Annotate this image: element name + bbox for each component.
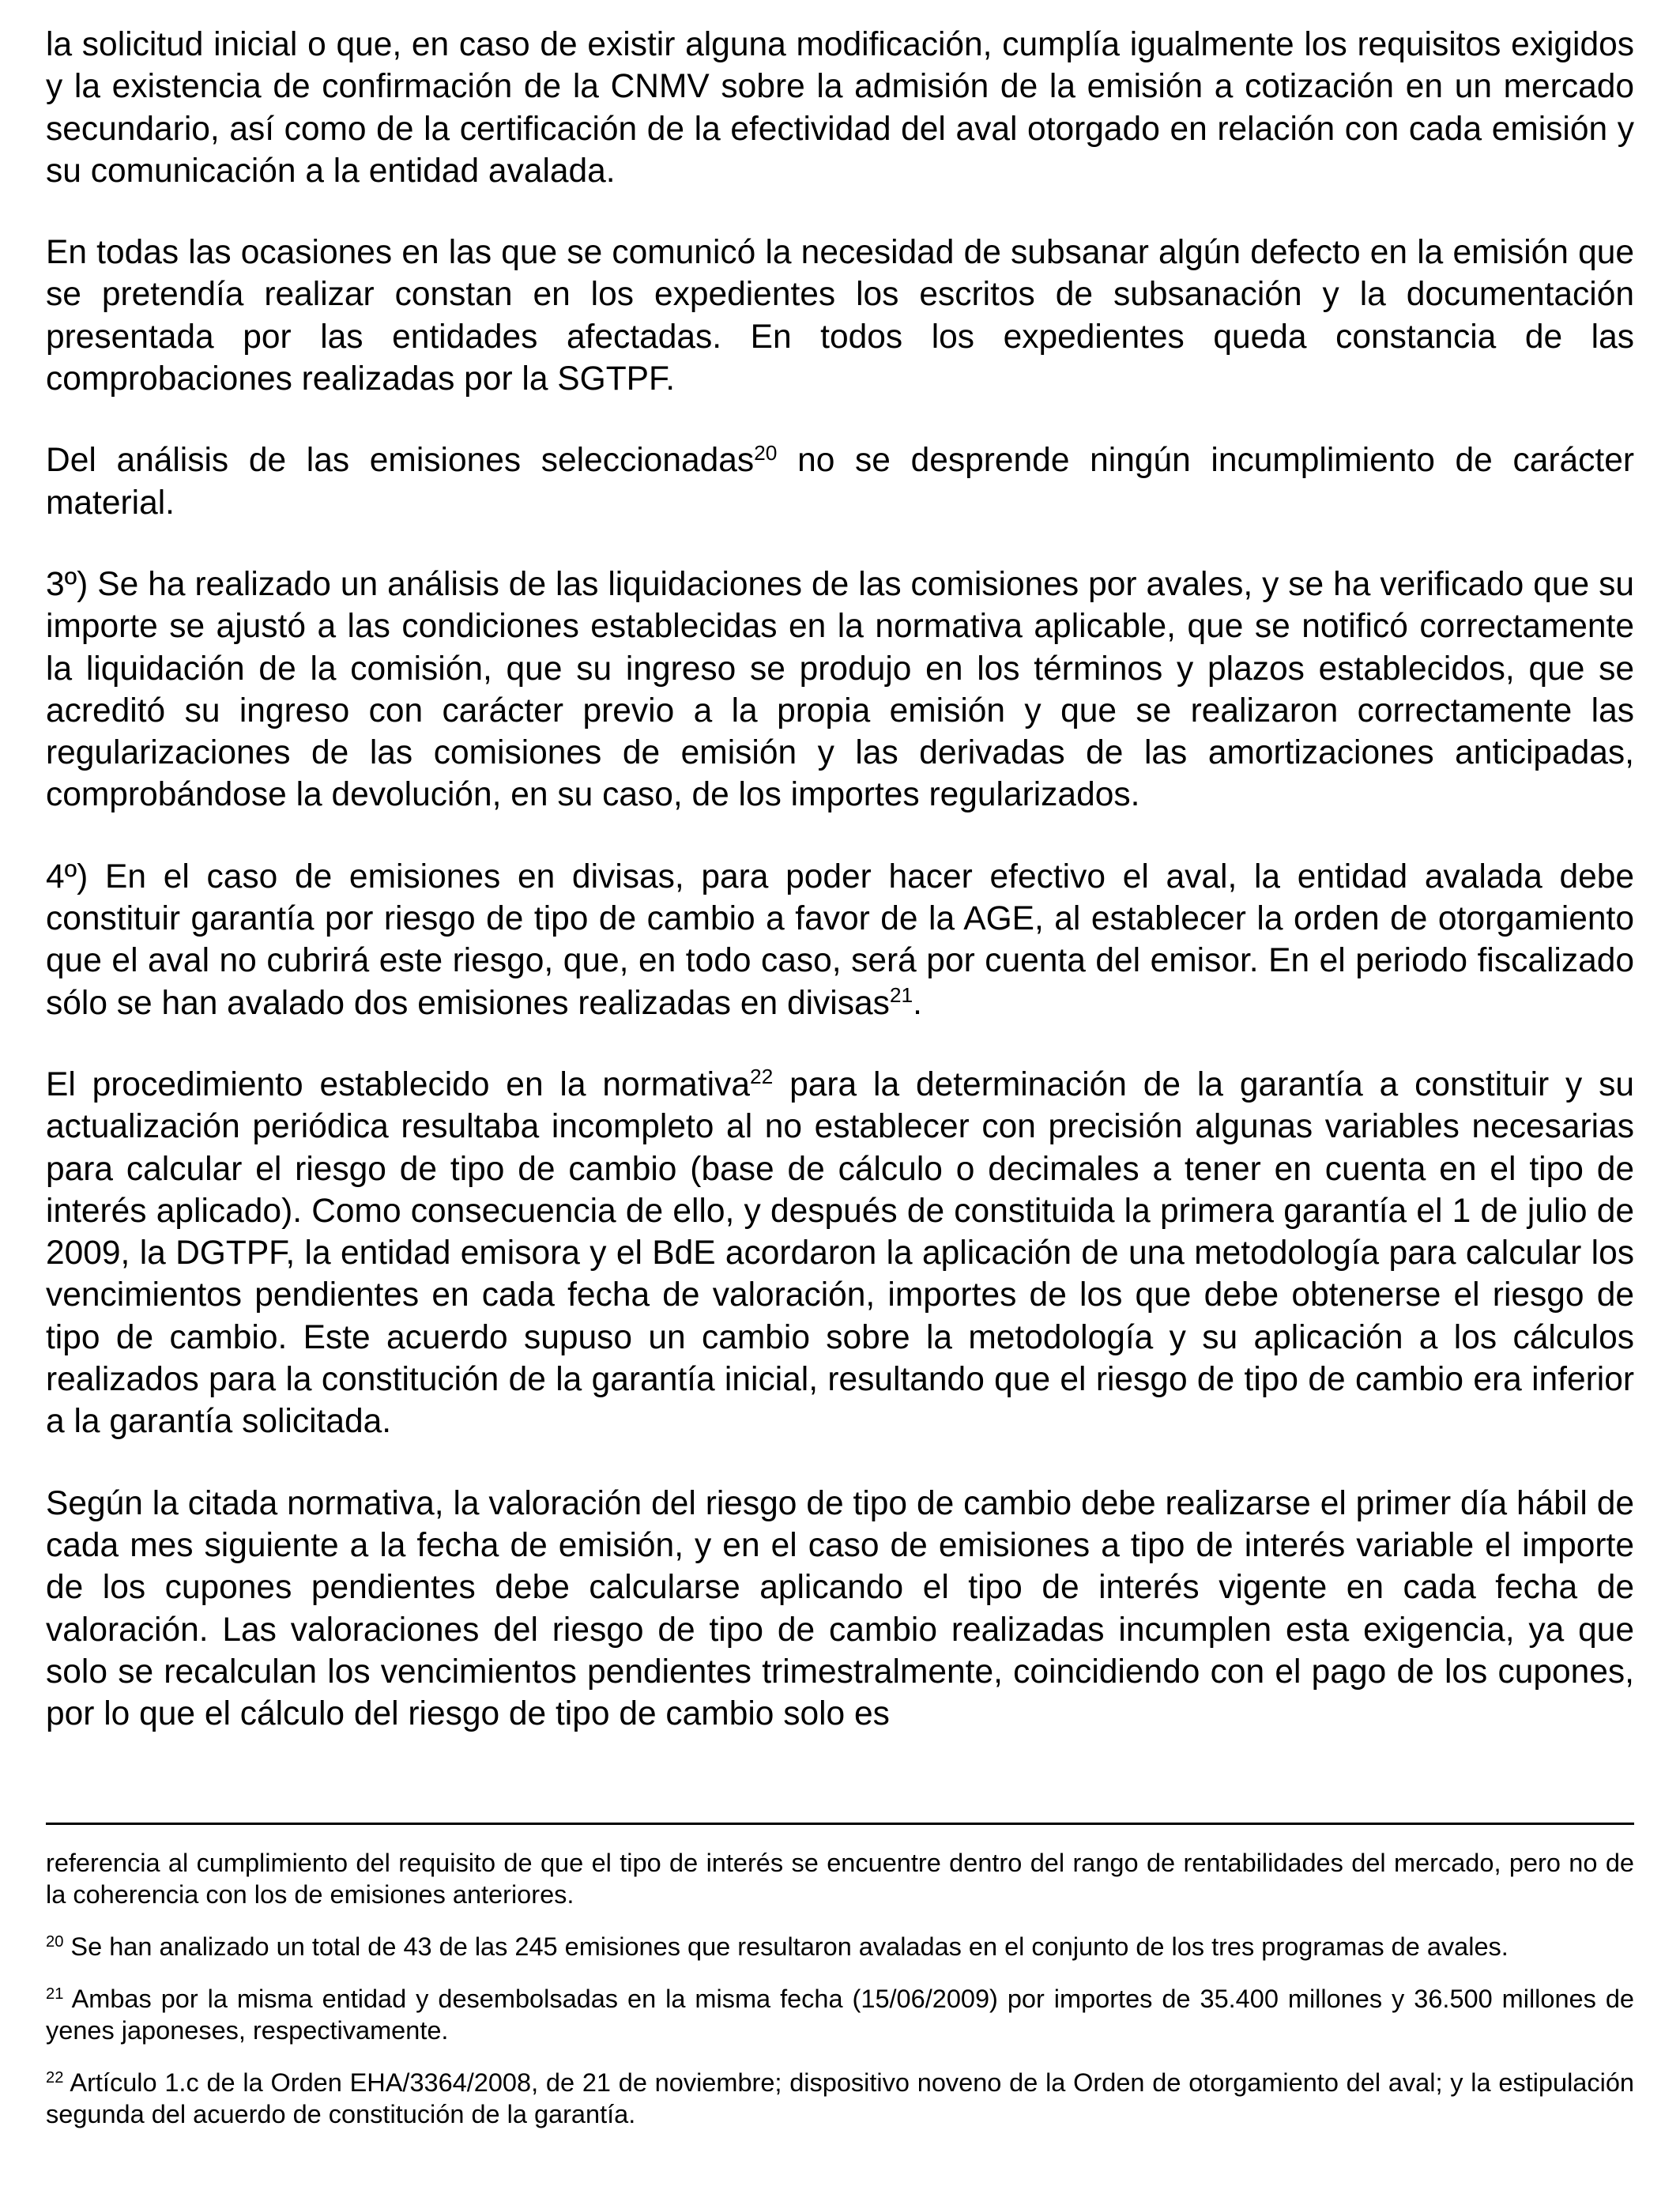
footnote-continued-text: referencia al cumplimiento del requisito de que el tipo de interés se encuentre dentro del rango de rentabilidades del mercado, pero no de la coherencia con los de emisiones anteriores. — [46, 1849, 1634, 1909]
paragraph-point-4 — [46, 856, 1634, 1024]
footnote-20 — [46, 1931, 1634, 1962]
footnote-22-text: Artículo 1.c de la Orden EHA/3364/2008, de 21 de noviembre; dispositivo noveno de la Orden de otorgamiento del aval; y la estipulación segunda del acuerdo de constitución de la garantía. — [46, 2068, 1634, 2128]
footnotes-section — [46, 1823, 1634, 2151]
paragraph-5-text-a: 4º) En el caso de emisiones en divisas, para poder hacer efectivo el aval, la entidad avalada debe constituir garantía por riesgo de tipo de cambio a favor de la AGE, al establecer la orden de otorgamiento que el aval no cubrirá este riesgo, que, en todo caso, será por cuenta del emisor. En el periodo fiscalizado sólo se han avalado dos emisiones realizadas en divisas — [46, 858, 1634, 1022]
paragraph-3-text-a: Del análisis de las emisiones seleccionadas — [46, 442, 755, 480]
footnote-22 — [46, 2067, 1634, 2130]
footnote-21-text: Ambas por la misma entidad y desembolsadas en la misma fecha (15/06/2009) por importes de 35.400 millones y 36.500 millones de yenes japoneses, respectivamente. — [46, 1985, 1634, 2045]
footnote-21-number: 21 — [46, 1985, 64, 2003]
paragraph-3-text-b: no se desprende ningún incumplimiento de carácter material. — [46, 442, 1634, 522]
paragraph-procedimiento — [46, 1064, 1634, 1443]
footnote-20-number: 20 — [46, 1932, 64, 1951]
paragraph-subsanacion — [46, 232, 1634, 400]
footnote-continued — [46, 1847, 1634, 1910]
paragraph-4-text: 3º) Se ha realizado un análisis de las liquidaciones de las comisiones por avales, y se ha verificado que su importe se ajustó a las condiciones establecidas en la normativa aplicable, que se notificó correctamente la liquidación de la comisión, que su ingreso se produjo en los términos y plazos establecidos, que se acreditó su ingreso con carácter previo a la propia emisión y que se realizaron correctamente las regularizaciones de las comisiones de emisión y las derivadas de las amortizaciones anticipadas, comprobándose la devolución, en su caso, de los importes regularizados. — [46, 565, 1634, 814]
paragraph-2-text: En todas las ocasiones en las que se comunicó la necesidad de subsanar algún defecto en la emisión que se pretendía realizar constan en los expedientes los escritos de subsanación y la documentación presentada por las entidades afectadas. En todos los expedientes queda constancia de las comprobaciones realizadas por la SGTPF. — [46, 234, 1634, 398]
footnote-separator — [46, 1823, 1634, 1825]
paragraph-7-text: Según la citada normativa, la valoración del riesgo de tipo de cambio debe realizarse el primer día hábil de cada mes siguiente a la fecha de emisión, y en el caso de emisiones a tipo de interés variable el importe de los cupones pendientes debe calcularse aplicando el tipo de interés vigente en cada fecha de valoración. Las valoraciones del riesgo de tipo de cambio realizadas incumplen esta exigencia, ya que solo se recalculan los vencimientos pendientes trimestralmente, coincidiendo con el pago de los cupones, por lo que el cálculo del riesgo de tipo de cambio solo es — [46, 1484, 1634, 1733]
footnote-22-number: 22 — [46, 2068, 64, 2087]
paragraph-continuation — [46, 24, 1634, 192]
footnote-ref-22: 22 — [749, 1065, 774, 1089]
footnote-21 — [46, 1983, 1634, 2046]
footnote-ref-21: 21 — [889, 983, 913, 1008]
paragraph-analisis-emisiones — [46, 439, 1634, 524]
paragraph-6-text-b: para la determinación de la garantía a constituir y su actualización periódica resultaba incompleto al no establecer con precisión algunas variables necesarias para calcular el riesgo de tipo de cambio (base de cálculo o decimales a tener en cuenta en el tipo de interés aplicado). Como consecuencia de ello, y después de constituida la primera garantía el 1 de julio de 2009, la DGTPF, la entidad emisora y el BdE acordaron la aplicación de una metodología para calcular los vencimientos pendientes en cada fecha de valoración, importes de los que debe obtenerse el riesgo de tipo de cambio. Este acuerdo supuso un cambio sobre la metodología y su aplicación a los cálculos realizados para la constitución de la garantía inicial, resultando que el riesgo de tipo de cambio era inferior a la garantía solicitada. — [46, 1065, 1635, 1441]
paragraph-5-text-b: . — [913, 984, 922, 1022]
paragraph-6-text-a: El procedimiento establecido en la normativa — [46, 1065, 750, 1103]
footnote-20-text: Se han analizado un total de 43 de las 245 emisiones que resultaron avaladas en el conjunto de los tres programas de avales. — [63, 1932, 1509, 1961]
paragraph-point-3 — [46, 564, 1634, 816]
footnote-ref-20: 20 — [754, 440, 778, 465]
paragraph-valoracion-riesgo — [46, 1483, 1634, 1736]
paragraph-1-text: la solicitud inicial o que, en caso de existir alguna modificación, cumplía igualmente los requisitos exigidos y la existencia de confirmación de la CNMV sobre la admisión de la emisión a cotización en un mercado secundario, así como de la certificación de la efectividad del aval otorgado en relación con cada emisión y su comunicación a la entidad avalada. — [46, 26, 1634, 190]
document-body — [46, 24, 1634, 1735]
